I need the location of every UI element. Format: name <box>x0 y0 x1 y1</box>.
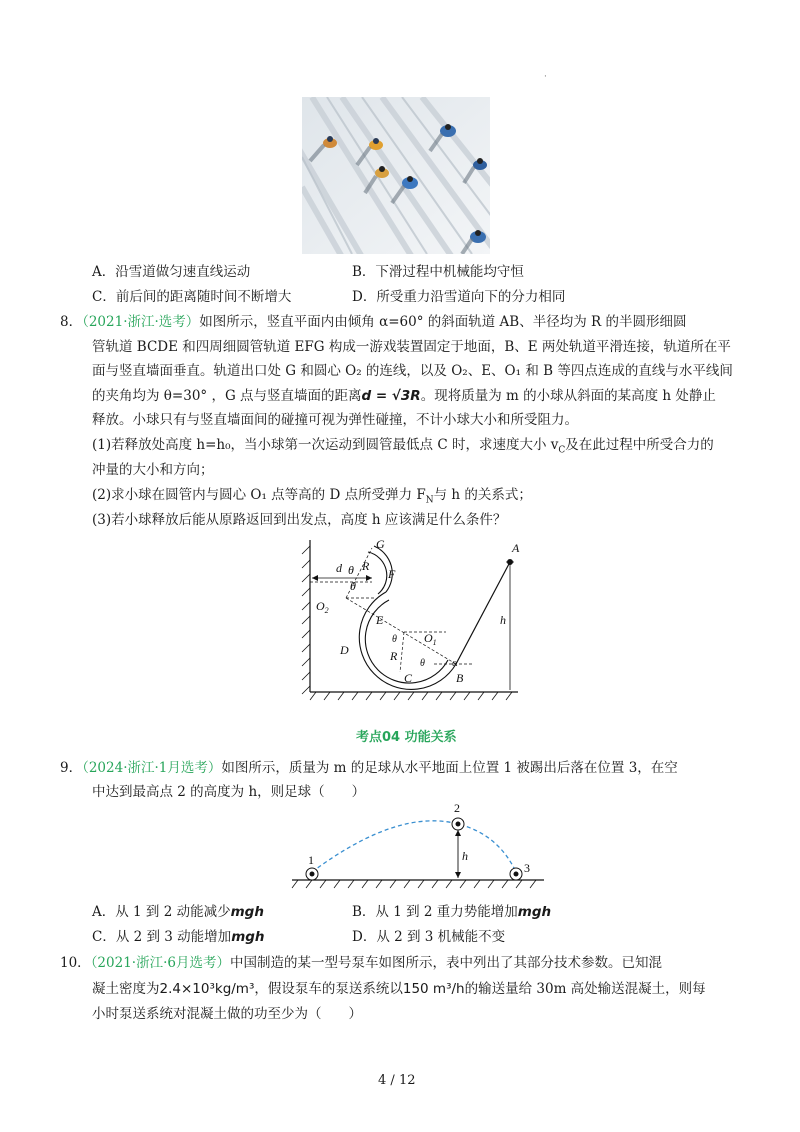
fig8-label-e: E <box>376 613 384 627</box>
fig8-label-g: G <box>376 537 385 551</box>
q8-source: （2021·浙江·选考） <box>82 314 200 330</box>
q9-option-a-mgh: mgh <box>230 904 264 920</box>
fig8-label-r2: R <box>390 649 398 663</box>
fig8-label-r1: R <box>362 559 370 573</box>
q7-option-b: B．下滑过程中机械能均守恒 <box>352 264 524 280</box>
q8-line5: 释放。小球只有与竖直墙面间的碰撞可视为弹性碰撞，不计小球大小和所受阻力。 <box>92 412 578 428</box>
q9-option-d: D．从 2 到 3 机械能不变 <box>352 929 506 945</box>
fig9-label-3: 3 <box>524 861 530 875</box>
q10-line2b: ，假设泵车的泵送系统以 <box>254 981 403 997</box>
fig8-label-theta3: θ <box>392 634 397 645</box>
q9-source: （2024·浙江·1月选考） <box>82 760 222 776</box>
q10-line3: 小时泵送系统对混凝土做的功至少为（ ） <box>92 1006 362 1022</box>
q9-option-a-text: A．从 1 到 2 动能减少 <box>92 904 231 920</box>
q8-line4 <box>92 386 716 406</box>
ball-position-3 <box>510 868 522 880</box>
q10-line1: 中国制造的某一型号泵车如图所示，表中列出了其部分技术参数。已知混 <box>229 955 662 971</box>
q7-option-a: A．沿雪道做匀速直线运动 <box>92 264 251 280</box>
q10-density: 2.4×10³kg/m³ <box>159 981 255 997</box>
fig8-label-o1-sub: 1 <box>432 638 437 647</box>
fig8-label-o1-letter: O <box>424 631 433 645</box>
q8-line2: 管轨道 BCDE 和四周细圆管轨道 EFG 构成一游戏装置固定于地面，B、E 两处轨道平滑连接，轨道所在平 <box>92 339 731 355</box>
q9-option-c-mgh: mgh <box>231 929 265 945</box>
fig8-label-f: F <box>388 567 396 581</box>
fig8-label-theta2: θ <box>350 579 356 593</box>
q9-line2: 中达到最高点 2 的高度为 h，则足球（ ） <box>92 784 366 800</box>
q9-option-b <box>352 902 551 922</box>
fig8-label-o2-letter: O <box>316 599 325 613</box>
q10-line2c: 的输送量给 30m 高处输送混凝土，则每 <box>464 981 706 997</box>
q9-line1: 如图所示，质量为 m 的足球从水平地面上位置 1 被踢出后落在位置 3，在空 <box>221 760 678 776</box>
q10-source: （2021·浙江·6月选考） <box>90 955 230 971</box>
q8-number: 8． <box>60 314 83 330</box>
fig8-label-theta1: θ <box>348 563 354 577</box>
q10-header <box>60 953 662 973</box>
section-04-title: 考点04 功能关系 <box>356 730 457 745</box>
fig8-label-o2-sub: 2 <box>324 606 329 615</box>
q9-option-a <box>92 902 264 922</box>
fig8-label-c: C <box>404 671 413 685</box>
q8-line1: 如图所示，竖直平面内由倾角 α=60° 的斜面轨道 AB、半径均为 R 的半圆形细圆 <box>199 314 687 330</box>
q9-option-b-mgh: mgh <box>517 904 552 920</box>
page-current: 4 <box>378 1073 387 1088</box>
q8-sub2 <box>92 485 532 511</box>
q8-sub2a: (2)求小球在圆管内与圆心 O₁ 点等高的 D 点所受弹力 F <box>92 487 426 503</box>
q8-sub2b: 与 h 的关系式； <box>433 487 532 503</box>
q9-ball-trajectory-figure <box>288 800 548 890</box>
q8-sub1c: 冲量的大小和方向； <box>92 462 214 478</box>
q8-sub1 <box>92 435 714 461</box>
q7-option-d: D．所受重力沿雪道向下的分力相同 <box>352 289 566 305</box>
q8-distance-formula: d = √3R <box>361 388 421 404</box>
q9-header <box>60 758 678 778</box>
q9-option-c <box>92 927 265 947</box>
q8-sub1a: (1)若释放处高度 h=h₀，当小球第一次运动到圆管最低点 C 时，求速度大小 v <box>92 437 559 453</box>
fig8-label-o2 <box>316 599 329 615</box>
fig9-label-1: 1 <box>308 853 314 867</box>
q8-line4b: 。现将质量为 m 的小球从斜面的某高度 h 处静止 <box>420 388 716 404</box>
fig8-label-o1 <box>424 631 437 647</box>
q8-track-figure <box>296 532 536 702</box>
fig8-label-d: d <box>336 561 342 575</box>
q8-sub1-subscript: C <box>558 445 566 456</box>
q8-sub1b: 及在此过程中所受合力的 <box>565 437 714 453</box>
q10-flow-rate: 150 m³/h <box>402 981 465 997</box>
fig8-label-dpt: D <box>340 643 349 657</box>
snow-slide-photo <box>302 97 490 254</box>
q8-header <box>60 312 686 332</box>
q7-option-c: C．前后间的距离随时间不断增大 <box>92 289 292 305</box>
fig9-label-h: h <box>462 849 468 863</box>
page-number <box>378 1073 416 1088</box>
q9-option-b-text: B．从 1 到 2 重力势能增加 <box>352 904 518 920</box>
q8-sub3: (3)若小球释放后能从原路返回到出发点，高度 h 应该满足什么条件？ <box>92 512 507 528</box>
ball-position-2 <box>452 818 464 830</box>
q10-number: 10． <box>60 955 91 971</box>
fig8-label-a: A <box>512 541 520 555</box>
fig8-label-alpha: α <box>452 657 458 669</box>
fig8-label-b: B <box>456 671 464 685</box>
page-total: 12 <box>398 1073 416 1088</box>
q10-line2 <box>92 979 706 999</box>
ball-position-1 <box>306 868 318 880</box>
q10-line2a: 凝土密度为 <box>92 981 160 997</box>
q8-line4a: 的夹角均为 θ=30° ，G 点与竖直墙面的距离 <box>92 388 362 404</box>
page-separator: / <box>390 1073 395 1088</box>
fig8-label-theta4: θ <box>420 658 425 669</box>
q9-option-c-text: C．从 2 到 3 动能增加 <box>92 929 232 945</box>
q8-sub2-subscript: N <box>425 495 434 506</box>
fig9-label-2: 2 <box>454 801 460 815</box>
q9-number: 9． <box>60 760 83 776</box>
fig8-label-h: h <box>500 613 506 627</box>
q8-line3: 面与竖直墙面垂直。轨道出口处 G 和圆心 O₂ 的连线，以及 O₂、E、O₁ 和 B 等四点连成的直线与水平线间 <box>92 363 733 379</box>
top-mark: · <box>544 72 547 82</box>
